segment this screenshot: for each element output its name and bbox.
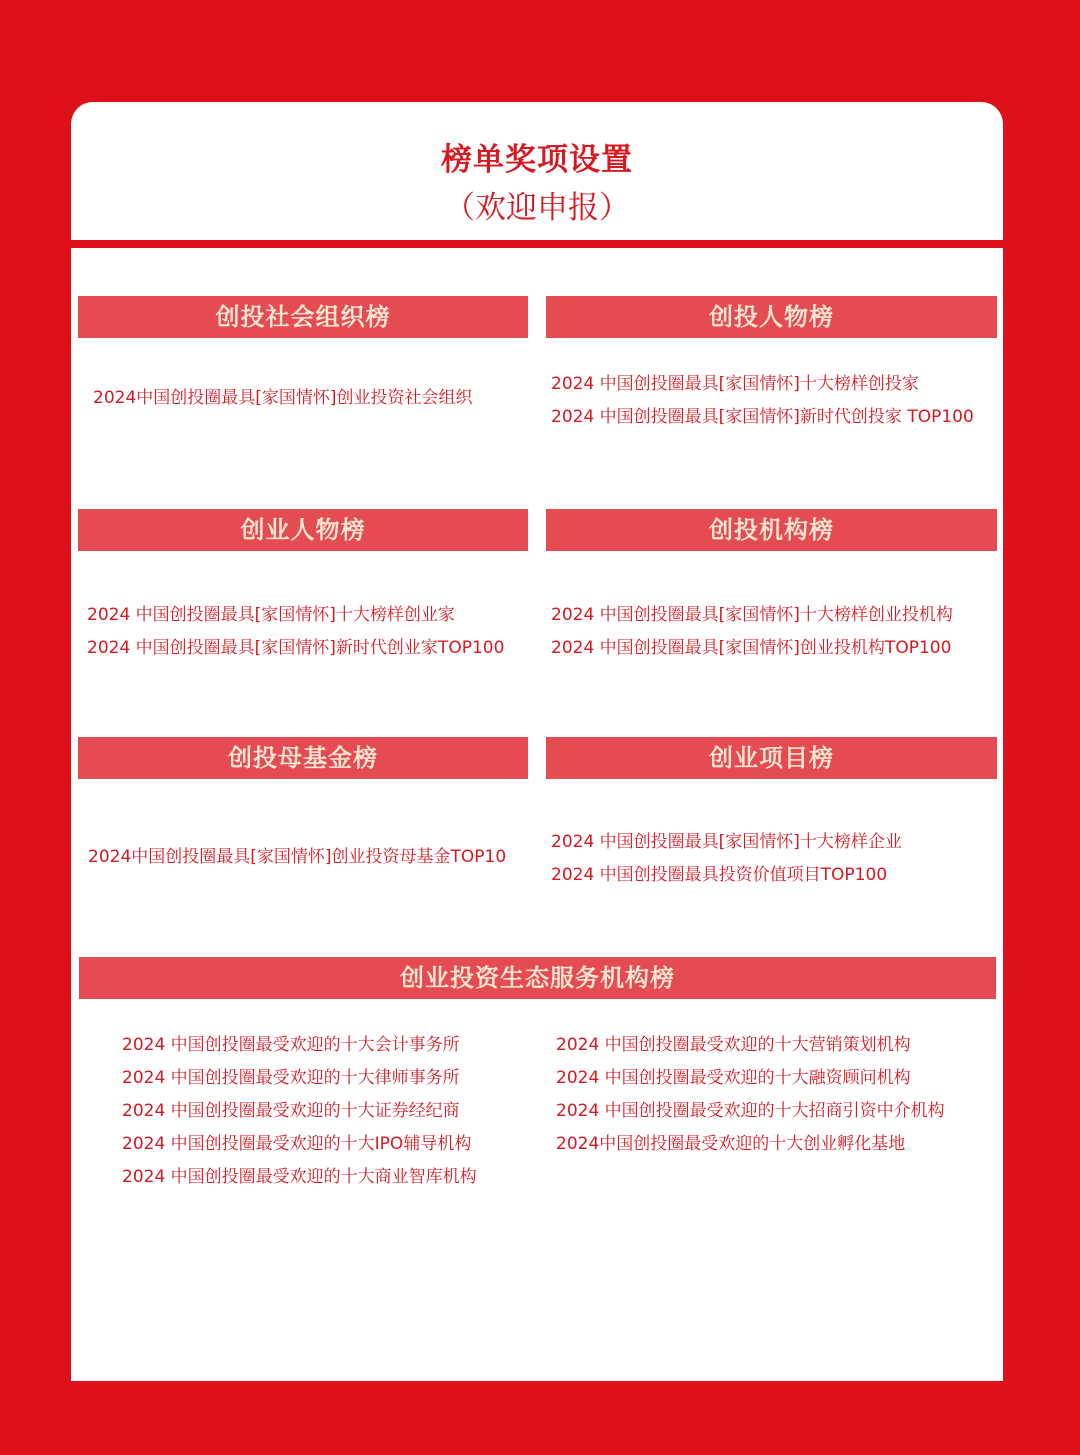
section-items-project — [551, 826, 902, 892]
section-items-institution — [551, 599, 953, 665]
list-item: 2024 中国创投圈最受欢迎的十大营销策划机构 — [556, 1035, 911, 1055]
section-title-project: 创业项目榜 — [546, 737, 997, 779]
section-items-investor — [551, 368, 974, 434]
list-item: 2024 中国创投圈最受欢迎的十大会计事务所 — [122, 1035, 460, 1055]
page-title: 榜单奖项设置 — [441, 142, 633, 178]
section-title-investor: 创投人物榜 — [546, 296, 997, 338]
list-item: 2024 中国创投圈最具[家国情怀]十大榜样创投家 — [551, 374, 919, 394]
list-item: 2024中国创投圈最具[家国情怀]创业投资社会组织 — [93, 388, 473, 408]
list-item: 2024 中国创投圈最具[家国情怀]新时代创业家TOP100 — [87, 638, 505, 658]
header-divider — [71, 240, 1003, 248]
list-item: 2024 中国创投圈最具[家国情怀]新时代创投家 TOP100 — [551, 407, 974, 427]
section-items-entrepreneur — [87, 599, 504, 665]
page-subtitle: （欢迎申报） — [444, 190, 630, 226]
section-title-fund-of-funds: 创投母基金榜 — [78, 737, 528, 779]
list-item: 2024 中国创投圈最具[家国情怀]创业投机构TOP100 — [551, 638, 952, 658]
section-title-institution: 创投机构榜 — [546, 509, 997, 551]
list-item: 2024 中国创投圈最具[家国情怀]十大榜样创业投机构 — [551, 605, 953, 625]
section-title-social-org: 创投社会组织榜 — [78, 296, 528, 338]
list-item: 2024中国创投圈最受欢迎的十大创业孵化基地 — [556, 1134, 906, 1154]
list-item: 2024 中国创投圈最受欢迎的十大招商引资中介机构 — [556, 1101, 945, 1121]
list-item: 2024 中国创投圈最具[家国情怀]十大榜样企业 — [551, 832, 902, 852]
list-item: 2024 中国创投圈最受欢迎的十大律师事务所 — [122, 1068, 460, 1088]
awards-panel — [71, 102, 1003, 1381]
list-item: 2024 中国创投圈最受欢迎的十大IPO辅导机构 — [122, 1134, 472, 1154]
section-items-fund-of-funds — [88, 841, 506, 874]
list-item: 2024中国创投圈最具[家国情怀]创业投资母基金TOP10 — [88, 847, 507, 867]
section-title-service: 创业投资生态服务机构榜 — [79, 957, 996, 999]
section-items-social-org — [93, 382, 473, 415]
section-items-service-left — [122, 1029, 477, 1194]
list-item: 2024 中国创投圈最受欢迎的十大融资顾问机构 — [556, 1068, 911, 1088]
page-header — [71, 102, 1003, 240]
list-item: 2024 中国创投圈最受欢迎的十大商业智库机构 — [122, 1167, 477, 1187]
list-item: 2024 中国创投圈最具投资价值项目TOP100 — [551, 865, 888, 885]
section-title-entrepreneur: 创业人物榜 — [78, 509, 528, 551]
section-items-service-right — [556, 1029, 945, 1161]
list-item: 2024 中国创投圈最具[家国情怀]十大榜样创业家 — [87, 605, 455, 625]
list-item: 2024 中国创投圈最受欢迎的十大证券经纪商 — [122, 1101, 460, 1121]
